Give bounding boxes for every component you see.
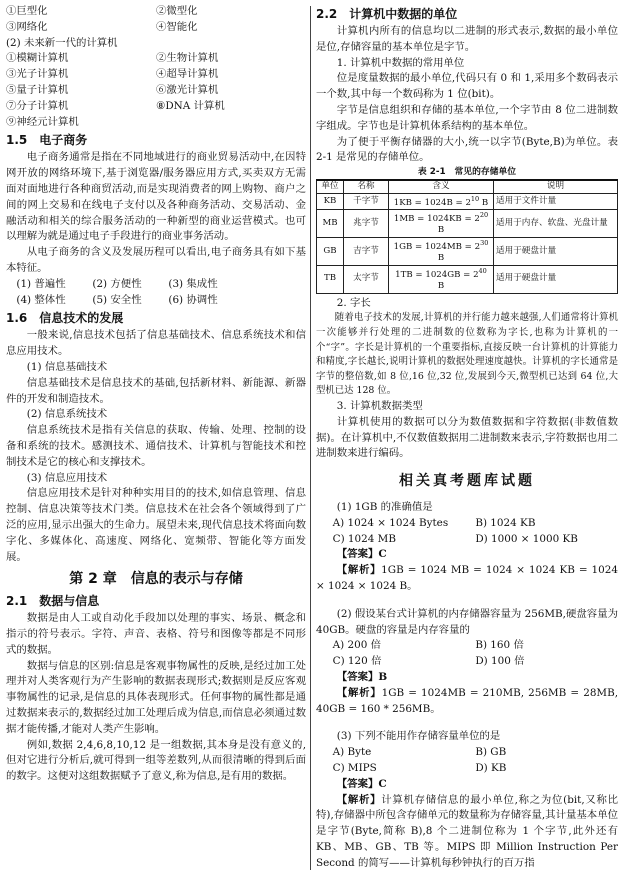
table-header-row [317, 180, 618, 193]
paragraph: 数据与信息的区别:信息是客观事物属性的反映,是经过加工处理并对人类客观行为产生影响的数据表现形式;数据则是反应客观事物属性的记录,是信息的具体表现形式。任何事物的属性都是通过数据来表示的,数据经过加工处理后成为信息,而信息必须通过数据才能传播,才能对人类产生影响。 [6, 659, 306, 735]
question-2 [316, 607, 618, 718]
table-cell-name: 太字节 [344, 265, 389, 293]
storage-units-table [316, 179, 618, 293]
list-row: ⑨神经元计算机 [6, 115, 79, 128]
paragraph: 电子商务通常是指在不同地域进行的商业贸易活动中,在因特网开放的网络环境下,基于浏览器/服务器应用方式,买卖双方无需面对面地进行各种商贸活动,而是实现消费者的网上购物、商户之间的网上交易和在线电子支付以及各种商务活动、交易活动、金融活动和相关的综合服务活动的一种新型的商业运营模式。也可以理解为就是通过电子手段进行的商业事务活动。 [6, 151, 306, 243]
analysis: 【解析】1GB = 1024MB = 210MB, 256MB = 28MB, 40GB = 160 * 256MB。 [316, 686, 619, 715]
table-cell-note: 适用于硬盘计量 [494, 237, 618, 265]
paragraph: 计算机内所有的信息均以二进制的形式表示,数据的最小单位是位,存储容量的基本单位是字节。 [316, 25, 618, 53]
table-cell-name: 千字节 [344, 193, 389, 209]
table-cell-meaning: $1GB = 1024MB = 2^{30}$ B [389, 237, 494, 265]
subheading: 2. 字长 [336, 296, 371, 309]
table-cell-name: 兆字节 [344, 210, 389, 238]
paragraph: 从电子商务的含义及发展历程可以看出,电子商务具有如下基本特征。 [6, 246, 306, 274]
table-body [317, 193, 618, 293]
list-row: (1) 普遍性 (2) 方便性 (3) 集成性 [16, 277, 218, 290]
answer-label: 【答案】B [336, 670, 388, 683]
future-computers-list [6, 51, 306, 130]
question-3 [316, 729, 618, 871]
option-row: C) 1024 MB D) 1000 × 1000 KB [332, 532, 578, 545]
option-row: A) 200 倍 B) 160 倍 [332, 639, 524, 652]
option-row: A) 1024 × 1024 Bytes B) 1024 KB [332, 516, 536, 529]
question-1 [316, 500, 618, 595]
paragraph: 随着电子技术的发展,计算机的并行能力越来越强,人们通常将计算机一次能够并行处理的二进制数的位数称为字长,也称为计算机的一个“字”。字长是计算机的一个重要指标,直接反映一台计算机的计算能力和精度,字长越长,说明计算机的数据处理速度越快。计算机的字长通常是字节的整倍数,如 8 位,16 位,32 位,发展到今天,微型机已达到 64 位,大型机已达 128 位。 [316, 312, 618, 397]
paragraph: 字节是信息组织和存储的基本单位,一个字节由 8 位二进制数字组成。字节也是计算机体系结构的基本单位。 [316, 103, 618, 132]
table-row [317, 193, 618, 209]
table-cell-meaning: $1MB = 1024KB = 2^{20}$ B [389, 210, 494, 238]
section-heading-1-6: 1.6 信息技术的发展 [6, 311, 124, 326]
paragraph: 一般来说,信息技术包括了信息基础技术、信息系统技术和信息应用技术。 [6, 329, 306, 358]
table-row [317, 265, 618, 293]
paragraph: 为了便于平衡存储器的大小,统一以字节(Byte,B)为单位。表 2-1 是常见的存储单位。 [316, 135, 618, 164]
list-row: ①模糊计算机 ②生物计算机 [6, 52, 219, 65]
subheading: (3) 信息应用技术 [26, 471, 108, 484]
table-header-cell: 名称 [344, 180, 389, 193]
table-cell-name: 吉字节 [344, 237, 389, 265]
option-row: C) MIPS D) KB [332, 761, 507, 774]
table-row [317, 237, 618, 265]
list-row: ③网络化 ④智能化 [6, 20, 198, 33]
table-cell-meaning: $1KB = 1024B = 2^{10}$ B [389, 193, 494, 209]
subheading: 1. 计算机中数据的常用单位 [336, 56, 465, 69]
table-cell-unit: KB [317, 193, 344, 209]
table-cell-note: 适用于内存、软盘、光盘计量 [494, 210, 618, 238]
table-cell-unit: GB [317, 237, 344, 265]
subheading: (1) 信息基础技术 [26, 360, 108, 373]
section-heading-2-2: 2.2 计算机中数据的单位 [316, 7, 458, 21]
list-row: ③光子计算机 ④超导计算机 [6, 68, 219, 81]
table-cell-unit: MB [317, 210, 344, 238]
chapter-heading: 第 2 章 信息的表示与存储 [69, 571, 243, 588]
table-header-cell: 说明 [494, 180, 618, 193]
list-row: (4) 整体性 (5) 安全性 (6) 协调性 [16, 293, 218, 306]
development-trend-list [6, 4, 306, 36]
column-divider [310, 6, 311, 870]
question-stem: (1) 1GB 的准确值是 [336, 500, 433, 513]
table-row [317, 210, 618, 238]
table-caption: 表 2-1 常见的存储单位 [417, 167, 517, 178]
analysis: 【解析】1GB = 1024 MB = 1024 × 1024 KB = 1024 × 1024 × 1024 B。 [316, 564, 618, 592]
analysis: 【解析】计算机存储信息的最小单位,称之为位(bit,又称比特),存储器中所包含存储单元的数量称为存储容量,其计量基本单位是字节(Byte,简称 B),8 个二进制位称为 1 个字节,此外还有 KB、MB、GB、TB 等。MIPS 即 Million Instruction Per Second 的简写——计算机每秒钟执行的百万指 [316, 793, 619, 869]
paragraph: 计算机使用的数据可以分为数值数据和字符数据(非数值数据)。在计算机中,不仅数值数据用二进制数来表示,字符数据也用二进制数来进行编码。 [316, 415, 618, 460]
paragraph: 信息系统技术是指有关信息的获取、传输、处理、控制的设备和系统的技术。感测技术、通信技术、计算机与智能技术和控制技术是它的核心和支撑技术。 [6, 424, 306, 468]
features-list [6, 277, 306, 309]
exam-questions-heading: 相关真考题库试题 [399, 473, 535, 490]
section-heading-1-5: 1.5 电子商务 [6, 133, 88, 148]
list-row: ⑤量子计算机 ⑥激光计算机 [6, 83, 219, 96]
right-column [316, 4, 618, 871]
paragraph: 信息应用技术是针对种种实用目的的技术,如信息管理、信息控制、信息决策等技术门类。信息技术在社会各个领域得到了广泛的应用,显示出强大的生命力。展望未来,现代信息技术将面向数字化、多媒体化、高速度、网络化、宽频带、智能化等方面发展。 [6, 487, 306, 563]
table-header-cell: 含义 [389, 180, 494, 193]
question-stem: (2) 假设某台式计算机的内存储器容量为 256MB,硬盘容量为 40GB。硬盘的容量是内存容量的 [316, 607, 618, 636]
subheading: (2) 信息系统技术 [26, 408, 108, 421]
paragraph: 位是度量数据的最小单位,代码只有 0 和 1,采用多个数码表示一个数,其中每一个数码称为 1 位(bit)。 [316, 72, 618, 101]
paragraph: 例如,数据 2,4,6,8,10,12 是一组数据,其本身是没有意义的,但对它进行分析后,就可得到一组等差数列,从而很清晰的得到后面的数字。这便对这组数据赋予了意义,称为信息,是有用的数据。 [6, 738, 306, 783]
option-row: C) 120 倍 D) 100 倍 [332, 655, 525, 668]
answer-label: 【答案】C [336, 777, 387, 790]
left-column [6, 4, 306, 785]
table-cell-unit: TB [317, 265, 344, 293]
list-row: ①巨型化 ②微型化 [6, 5, 198, 17]
section-heading-2-1: 2.1 数据与信息 [6, 594, 100, 609]
subheading: 3. 计算机数据类型 [336, 399, 423, 412]
paragraph: 数据是由人工或自动化手段加以处理的事实、场景、概念和指示的符号表示。字符、声音、表格、符号和图像等都是不同形式的数据。 [6, 612, 306, 656]
table-cell-meaning: $1TB = 1024GB = 2^{40}$ B [389, 265, 494, 293]
table-cell-note: 适用于硬盘计量 [494, 265, 618, 293]
question-stem: (3) 下列不能用作存储容量单位的是 [336, 730, 501, 743]
list-row: ⑦分子计算机 ⑧DNA 计算机 [6, 99, 225, 112]
future-computers-heading: (2) 未来新一代的计算机 [6, 36, 118, 49]
paragraph: 信息基础技术是信息技术的基础,包括新材料、新能源、新器件的开发和制造技术。 [6, 376, 306, 405]
answer-label: 【答案】C [336, 548, 387, 561]
table-header-cell: 单位 [317, 180, 344, 193]
table-cell-note: 适用于文件计量 [494, 193, 618, 209]
option-row: A) Byte B) GB [332, 746, 507, 759]
